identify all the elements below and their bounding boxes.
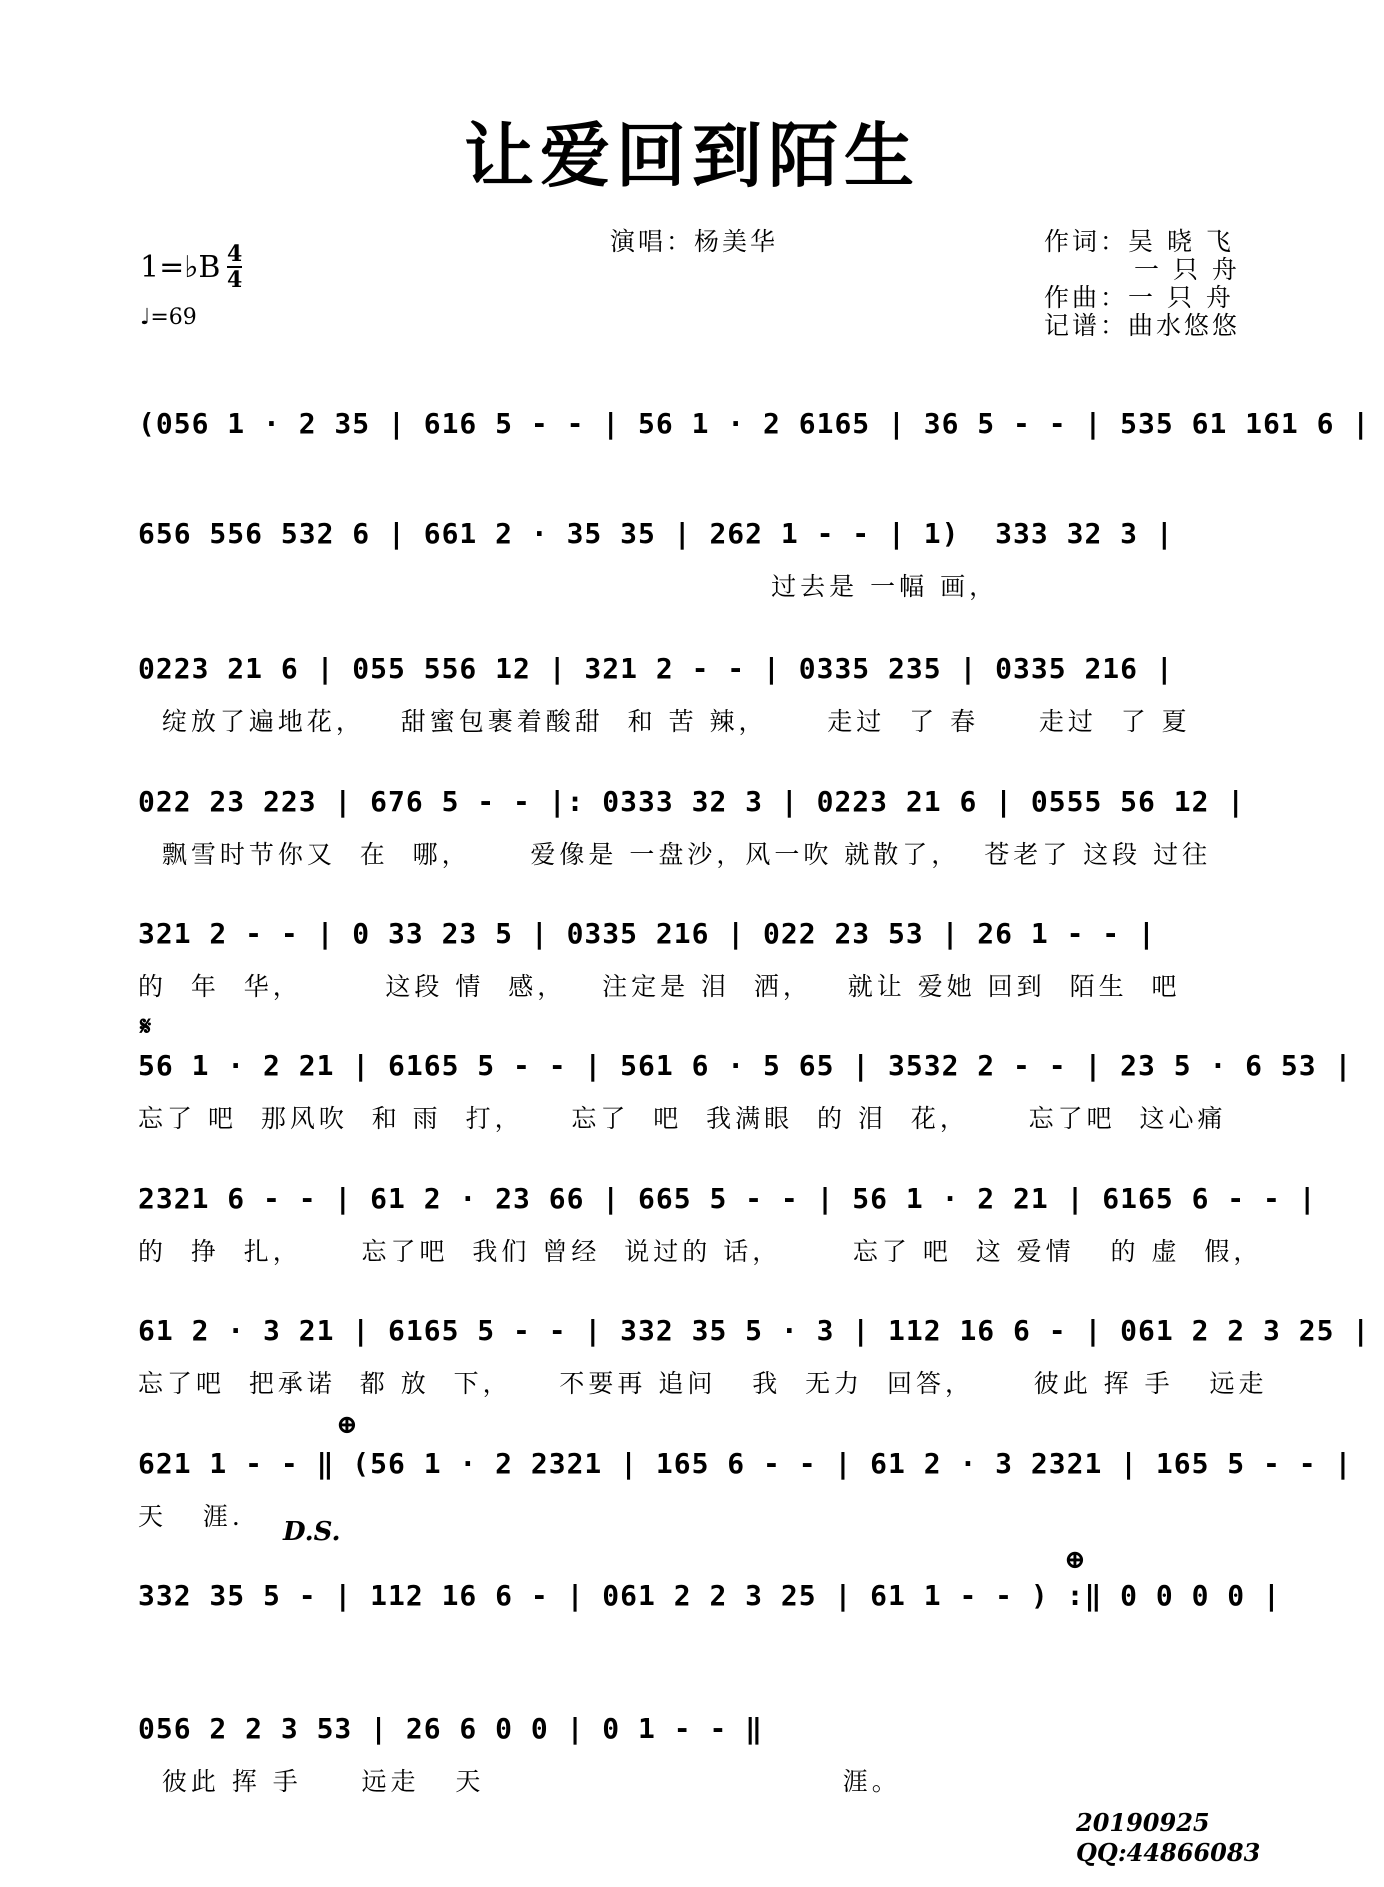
lyrics-line: 彼此 挥 手 远走 天 涯。 [138,1767,901,1796]
score-system-6 [138,1037,1353,1133]
coda-sign: ⊕ [336,1410,358,1440]
score-system-4 [138,773,1246,869]
time-signature-bottom: 4 [227,267,243,293]
score-system-5 [138,905,1243,1001]
score-system-9 [138,1435,1353,1531]
key-signature: 1=♭B [140,250,221,285]
lyrics-line: 飘雪时节你又 在 哪， 爱像是 一盘沙，风一吹 就散了， 苍老了 这段 过往 [138,840,1212,869]
singer-credit: 演唱：杨美华 [610,227,779,256]
lyrics-line: 过去是 一幅 画， [138,572,999,601]
ds-marking: D.S. [283,1517,341,1547]
lyrics-line: 忘了吧 把承诺 都 放 下， 不要再 追问 我 无力 回答， 彼此 挥 手 远走 [138,1369,1268,1398]
footer-date: 20190925 [1076,1808,1210,1837]
notes-line: 656 556 532 6 | 661 2 · 35 35 | 262 1 - - | 1) 333 32 3 | [138,517,1174,550]
lyrics-line: 绽放了遍地花， 甜蜜包裹着酸甜 和 苦 辣， 走过 了 春 走过 了 夏 [138,707,1191,736]
lyricist-credit: 作词：吴 晓 飞 [1044,227,1234,256]
coda-sign-2: ⊕ [1064,1545,1086,1575]
transcriber-credit: 记谱：曲水悠悠 [1044,311,1241,340]
footer-qq: QQ:44866083 [1076,1838,1261,1867]
notes-line: 332 35 5 - | 112 16 6 - | 061 2 2 3 25 | 61 1 - - ) :‖ 0 0 0 0 | [138,1579,1281,1612]
score-system-11 [138,1700,1243,1796]
lyrics-line: 忘了 吧 那风吹 和 雨 打， 忘了 吧 我满眼 的 泪 花， 忘了吧 这心痛 [138,1104,1227,1133]
composer-credit: 作曲：一 只 舟 [1044,283,1234,312]
segno-sign: 𝄋 [140,1012,152,1042]
score-system-8 [138,1302,1371,1398]
notes-line: 61 2 · 3 21 | 6165 5 - - | 332 35 5 · 3 | 112 16 6 - | 061 2 2 3 25 | [138,1314,1371,1347]
score-system-1 [138,395,1371,455]
notes-line: 621 1 - - ‖ (56 1 · 2 2321 | 165 6 - - | 61 2 · 3 2321 | 165 5 - - | [138,1447,1353,1480]
time-signature [227,242,242,292]
score-system-7 [138,1170,1317,1266]
lyrics-line: 天 涯. [138,1502,244,1531]
lyricist-credit-2: 一 只 舟 [1134,255,1240,284]
page-title: 让爱回到陌生 [464,114,920,197]
notes-line: 321 2 - - | 0 33 23 5 | 0335 216 | 022 23 53 | 26 1 - - | [138,917,1156,950]
score-system-2 [138,505,1243,601]
notes-line: 056 2 2 3 53 | 26 6 0 0 | 0 1 - - ‖ [138,1712,764,1745]
time-signature-top: 4 [227,241,243,267]
notes-line: 0223 21 6 | 055 556 12 | 321 2 - - | 0335 235 | 0335 216 | [138,652,1174,685]
lyrics-line: 的 年 华， 这段 情 感， 注定是 泪 洒， 就让 爱她 回到 陌生 吧 [138,972,1181,1001]
notes-line: (056 1 · 2 35 | 616 5 - - | 56 1 · 2 6165 | 36 5 - - | 535 61 161 6 | [138,407,1371,440]
notes-line: 2321 6 - - | 61 2 · 23 66 | 665 5 - - | 56 1 · 2 21 | 6165 6 - - | [138,1182,1317,1215]
tempo-marking: ♩=69 [140,305,197,330]
notes-line: 56 1 · 2 21 | 6165 5 - - | 561 6 · 5 65 | 3532 2 - - | 23 5 · 6 53 | [138,1049,1353,1082]
score-system-10 [138,1567,1281,1627]
lyrics-line: 的 挣 扎， 忘了吧 我们 曾经 说过的 话， 忘了 吧 这 爱情 的 虚 假， [138,1237,1263,1266]
notes-line: 022 23 223 | 676 5 - - |: 0333 32 3 | 0223 21 6 | 0555 56 12 | [138,785,1246,818]
score-system-3 [138,640,1243,736]
